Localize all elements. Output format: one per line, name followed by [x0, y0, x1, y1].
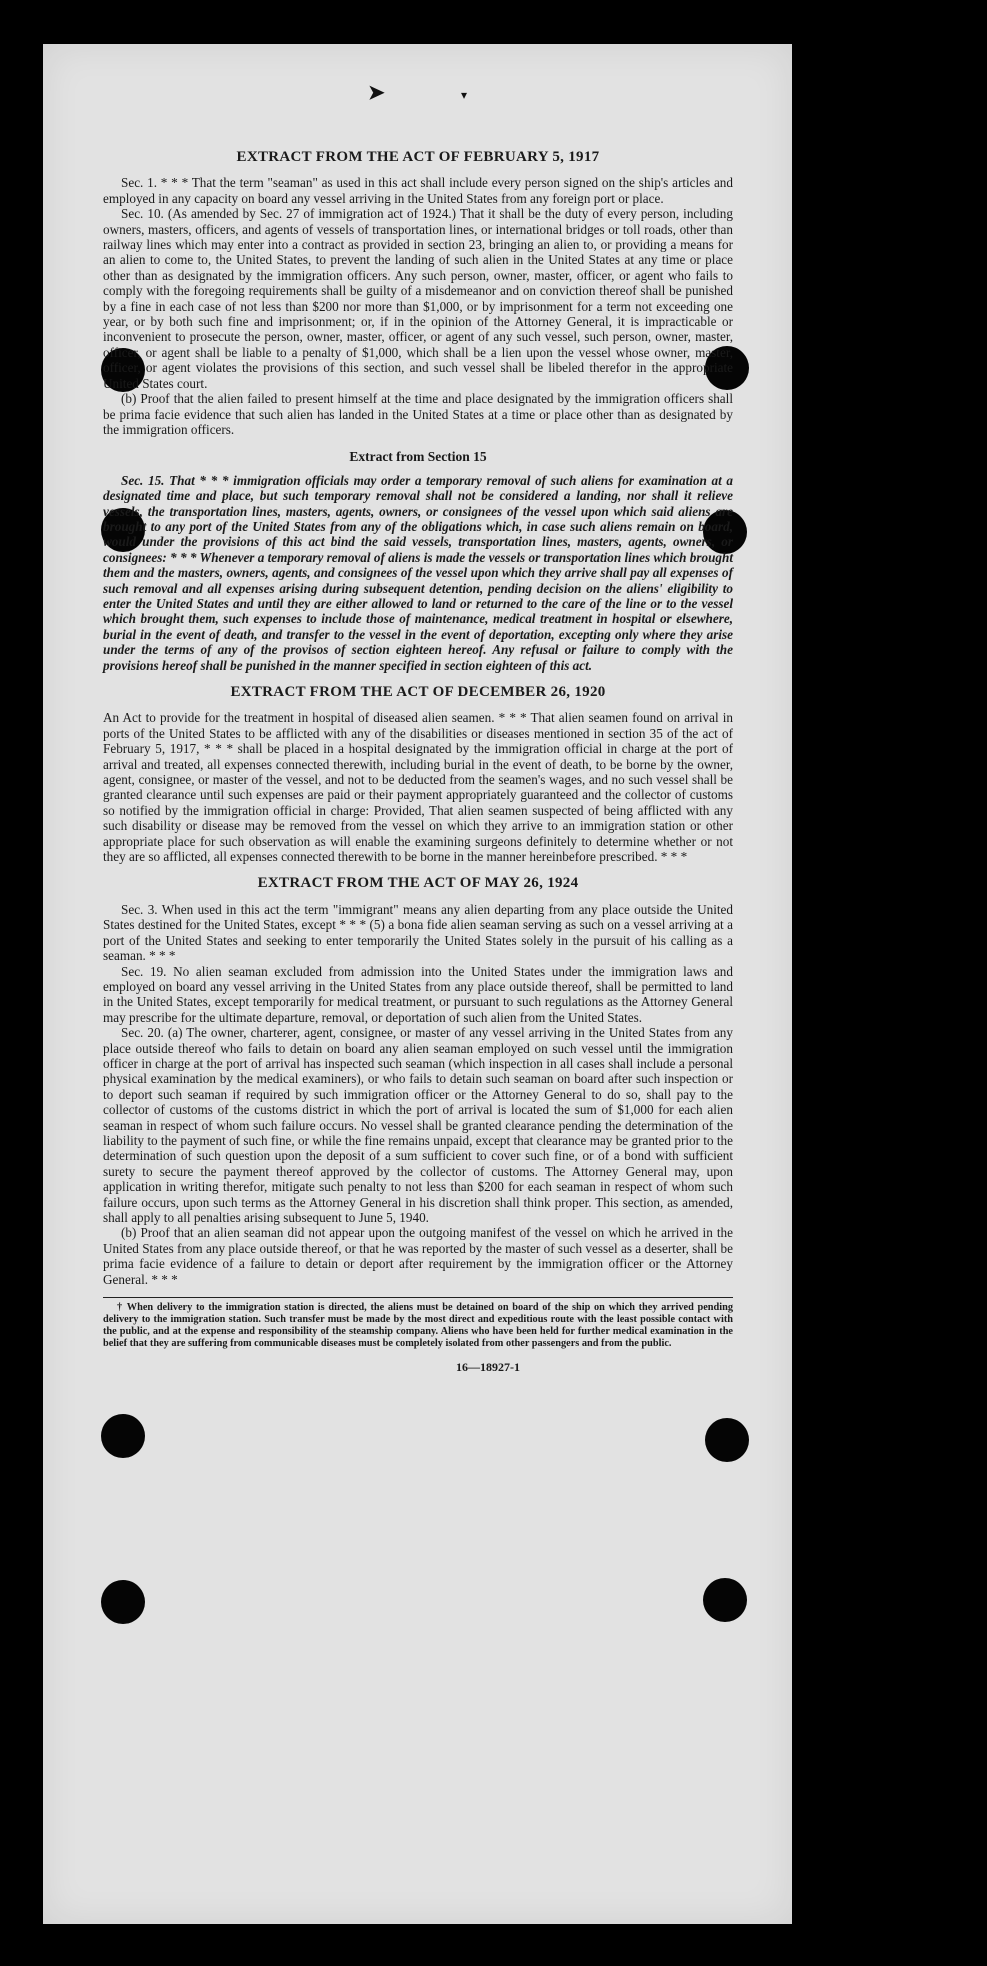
paragraph: An Act to provide for the treatment in hospital of diseased alien seamen. * * * That alien seamen found on arrival in ports of the United States to be afflicted with any of the disabilities or diseases mentioned in section 35 of the act of February 5, 1917, * * * shall be placed in a hospital designated by the immigration official in charge at the port of arrival and treated, all expenses connected therewith, including burial in the event of death, to be borne by the owner, agent, consignee, or master of the vessel, and not to be deducted from the seamen's wages, and no such vessel shall be granted clearance until such expenses are paid or their payment appropriately guaranteed and the collector of customs so notified by the immigration official in charge: Provided, That alien seamen suspected of being afflicted with any such disability or disease may be removed from the vessel on which they arrive to an immigration station or other appropriate place for such observation as will enable the examining surgeons definitely to determine whether or not they are so afflicted, all expenses connected therewith to be borne in the manner hereinbefore prescribed. * * * [103, 710, 733, 865]
paragraph: (b) Proof that the alien failed to present himself at the time and place designated by the immigration officers shall be prima facie evidence that such alien has landed in the United States at a time or place other than as designated by the immigration officers. [103, 391, 733, 437]
paragraph: (b) Proof that an alien seaman did not appear upon the outgoing manifest of the vessel on which he arrived in the United States from any place outside thereof, or that he was reported by the master of such vessel as a deserter, shall be prima facie evidence of a failure to detain or deport after requirement by the immigration officer or the Attorney General. * * * [103, 1225, 733, 1287]
form-number: 16—18927-1 [456, 1360, 520, 1375]
page-mark: ▾ [461, 88, 468, 102]
punch-hole [703, 1578, 747, 1622]
punch-hole [101, 1414, 145, 1458]
punch-hole [101, 1580, 145, 1624]
title-heading: EXTRACT FROM THE ACT OF FEBRUARY 5, 1917 [236, 149, 600, 165]
section-heading: EXTRACT FROM THE ACT OF MAY 26, 1924 [257, 875, 579, 892]
page-mark: ➤ [368, 82, 385, 104]
punch-hole [705, 1418, 749, 1462]
section-heading: Extract from Section 15 [349, 449, 487, 465]
document-body [103, 150, 733, 1375]
paragraph: Sec. 3. When used in this act the term "immigrant" means any alien departing from any place outside the United States destined for the United States, except * * * (5) a bona fide alien seaman serving as such on a vessel arriving at a port of the United States and seeking to enter temporarily the United States solely in the pursuit of his calling as a seaman. * * * [103, 901, 733, 964]
paragraph: Sec. 1. * * * That the term "seaman" as used in this act shall include every person signed on the ship's articles and employed in any capacity on board any vessel arriving in the United States from any foreign port or place. [103, 175, 733, 206]
paragraph: Sec. 19. No alien seaman excluded from admission into the United States under the immigration laws and employed on board any vessel arriving in the United States from any place outside thereof, shall be permitted to land in the United States, except temporarily for medical treatment, or pursuant to such regulations as the Attorney General may prescribe for the ultimate departure, removal, or deportation of such alien from the United States. [103, 963, 733, 1025]
paragraph: Sec. 15. That * * * immigration officials may order a temporary removal of such aliens for examination at a designated time and place, but such temporary removal shall not be considered a landing, nor shall it relieve vessels, the transportation lines, masters, agents, owners, or consignees of the vessel upon which said aliens are brought to any port of the United States from any of the obligations which, in case such aliens remain on board, would under the provisions of this act bind the said vessels, transportation lines, masters, agents, owners, or consignees: * * * Whenever a temporary removal of aliens is made the vessels or transportation lines which brought them and the masters, owners, agents, and consignees of the vessel upon which they arrive shall pay all expenses of such removal and all expenses arising during subsequent detention, pending decision on the aliens' eligibility to enter the United States and until they are either allowed to land or returned to the care of the line or to the vessel which brought them, such expenses to include those of maintenance, medical treatment in hospital or elsewhere, burial in the event of death, and transfer to the vessel in the event of deportation, excepting only where they arise under the terms of any of the provisos of section eighteen hereof. Any refusal or failure to comply with the provisions hereof shall be punished in the manner specified in section eighteen of this act. [103, 472, 733, 673]
section-heading: EXTRACT FROM THE ACT OF DECEMBER 26, 1920 [230, 684, 606, 700]
paragraph: Sec. 20. (a) The owner, charterer, agent, consignee, or master of any vessel arriving in the United States from any place outside thereof who fails to detain on board any alien seaman employed on such vessel until the immigration officer in charge at the port of arrival has inspected such seaman (which inspection in all cases shall include a personal physical examination by the medical examiners), or who fails to detain such seaman on board after such inspection or to deport such seaman if required by such immigration officer or the Attorney General to do so, shall pay to the collector of customs of the customs district in which the port of arrival is located the sum of $1,000 for each alien seaman in respect of whom such failure occurs. No vessel shall be granted clearance pending the determination of the liability to the payment of such fine, or while the fine remains unpaid, except that clearance may be granted prior to the determination of such question upon the deposit of a sum sufficient to cover such fine, or of a bond with sufficient surety to secure the payment thereof approved by the collector of customs. The Attorney General may, upon application in writing therefor, mitigate such penalty to not less than $200 for each seaman in respect of whom such failure occurs, upon such terms as the Attorney General in his discretion shall think proper. This section, as amended, shall apply to all penalties arising subsequent to June 5, 1940. [103, 1025, 733, 1225]
footnote: † When delivery to the immigration station is directed, the aliens must be detained on board of the ship on which they arrived pending delivery to the immigration station. Such transfer must be made by the most direct and expeditious route with the least possible contact with the public, and at the expense and responsibility of the steamship company. Aliens who have been held for further medical examination in the belief that they are suffering from communicable diseases must be completely isolated from other passengers and from the public. [103, 1302, 733, 1350]
divider [103, 1297, 733, 1298]
paragraph: Sec. 10. (As amended by Sec. 27 of immigration act of 1924.) That it shall be the duty of every person, including owners, masters, officers, and agents of vessels of transportation lines, or international bridges or toll roads, other than railway lines which may enter into a contract as provided in section 23, bringing an alien to, or providing a means for an alien to come to, the United States, to prevent the landing of such alien in the United States at any time or place other than as designated by the immigration officers. Any such person, owner, master, officer, or agent who fails to comply with the foregoing requirements shall be guilty of a misdemeanor and on conviction thereof shall be punished by a fine in each case of not less than $200 nor more than $1,000, or by imprisonment for a term not exceeding one year, or by both such fine and imprisonment; or, if in the opinion of the Attorney General, it is impracticable or inconvenient to prosecute the person, owner, master, officer, or agent of any such vessel, such person, owner, master, officer, or agent shall be liable to a penalty of $1,000, which shall be a lien upon the vessel whose owner, master, officer, or agent violates the provisions of this section, and such vessel shall be libeled therefor in the appropriate United States court. [103, 206, 733, 391]
